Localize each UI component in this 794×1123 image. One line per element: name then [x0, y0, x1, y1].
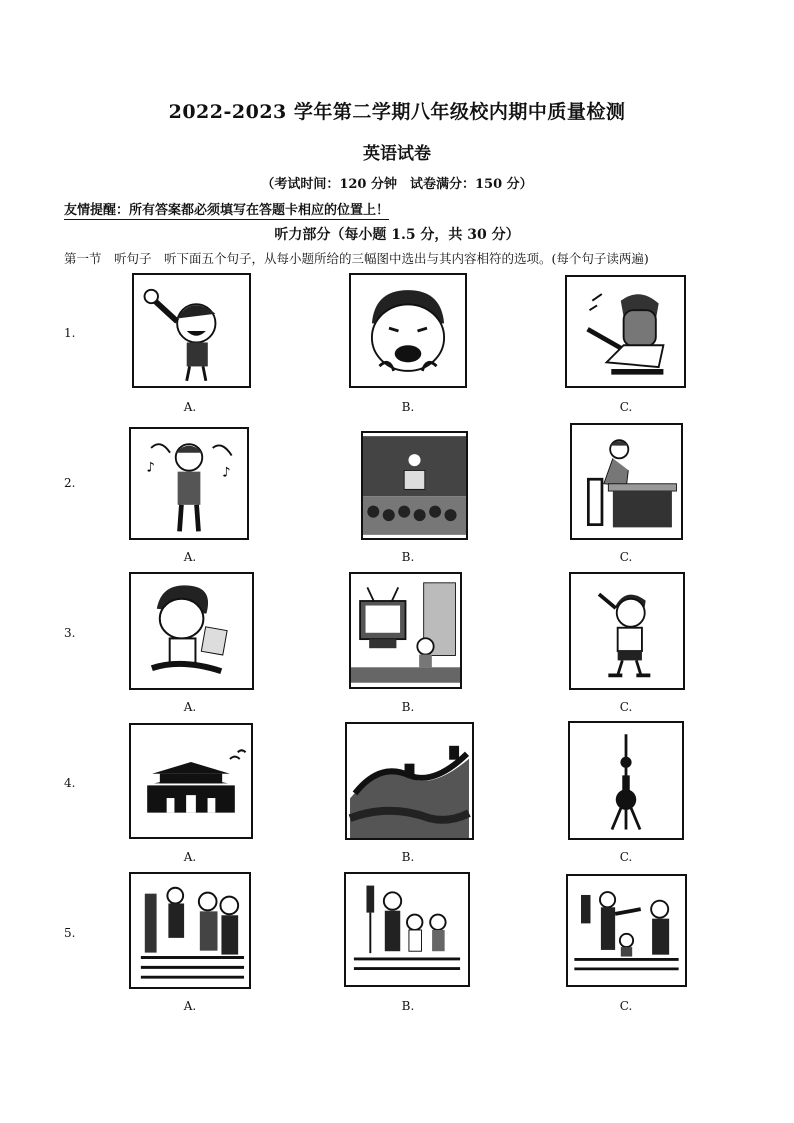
option-label: C.	[619, 700, 633, 714]
option-label: C.	[619, 999, 633, 1013]
option-label: A.	[183, 700, 197, 714]
exam-info: （考试时间：120 分钟 试卷满分：150 分）	[261, 177, 533, 192]
section-title: 听力部分（每小题 1.5 分，共 30 分）	[274, 227, 520, 243]
option-label: A.	[183, 400, 197, 414]
section-instruction: 第一节 听句子 听下面五个句子，从每小题所给的三幅图中选出与其内容相符的选项。(每个句子读两遍)	[64, 251, 649, 266]
boy-writing-at-desk-picture[interactable]	[570, 423, 683, 540]
singing-boy-picture[interactable]	[129, 427, 249, 540]
svg-text:♪: ♪	[146, 460, 155, 476]
option-label: B.	[401, 700, 415, 714]
boy-playing-computer-picture[interactable]	[129, 572, 254, 690]
helping-old-people-cross-road-picture[interactable]	[129, 872, 251, 989]
angry-boy-picture[interactable]	[565, 275, 686, 388]
option-label: A.	[183, 999, 197, 1013]
option-label: B.	[401, 550, 415, 564]
great-wall-picture[interactable]	[345, 722, 474, 840]
police-with-children-picture[interactable]	[344, 872, 470, 987]
question-number: 1.	[64, 326, 76, 340]
exam-title: 2022-2023 学年第二学期八年级校内期中质量检测	[168, 101, 626, 123]
police-directing-pedestrians-picture[interactable]	[566, 874, 687, 987]
option-label: A.	[183, 850, 197, 864]
reminder-note: 友情提醒：所有答案都必须填写在答题卡相应的位置上！	[64, 199, 389, 220]
option-label: A.	[183, 550, 197, 564]
question-number: 5.	[64, 926, 76, 940]
question-number: 2.	[64, 476, 76, 490]
watching-tv-picture[interactable]	[349, 572, 462, 689]
question-number: 3.	[64, 626, 76, 640]
crying-boy-picture[interactable]	[349, 273, 467, 388]
option-label: B.	[401, 850, 415, 864]
option-label: C.	[619, 850, 633, 864]
option-label: B.	[401, 999, 415, 1013]
oriental-pearl-tower-picture[interactable]	[568, 721, 684, 840]
option-label: C.	[619, 550, 633, 564]
tiananmen-picture[interactable]	[129, 723, 253, 839]
exam-subtitle: 英语试卷	[363, 144, 431, 164]
svg-text:♪: ♪	[222, 465, 231, 481]
option-label: C.	[619, 400, 633, 414]
speech-on-stage-picture[interactable]	[361, 431, 468, 540]
question-number: 4.	[64, 776, 76, 790]
option-label: B.	[401, 400, 415, 414]
boy-exercising-picture[interactable]	[569, 572, 685, 690]
laughing-boy-picture[interactable]	[132, 273, 251, 388]
